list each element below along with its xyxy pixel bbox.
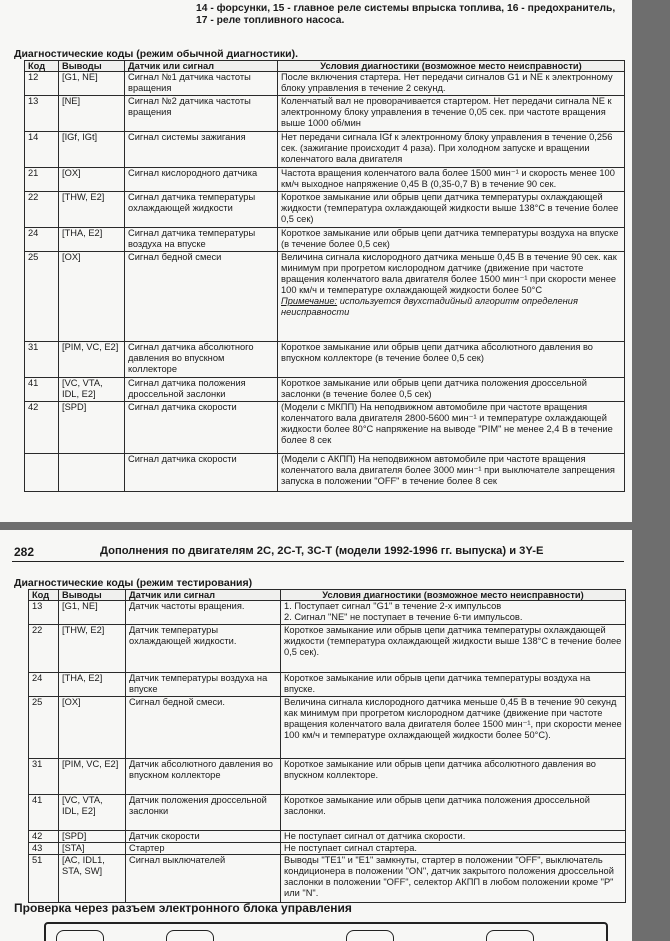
cell-pins: [NE] xyxy=(59,96,125,132)
cell-condition xyxy=(278,342,625,378)
cell-code: 31 xyxy=(29,759,59,795)
connector-pin-block xyxy=(166,930,214,941)
condition-text: Короткое замыкание или обрыв цепи датчика абсолютного давления во впускном коллекторе (в течение более 0,5 сек) xyxy=(281,342,593,363)
cell-condition xyxy=(278,72,625,96)
continued-legend-text: 14 - форсунки, 15 - главное реле системы впрыска топлива, 16 - предохранитель, 17 - реле топливного насоса. xyxy=(196,3,616,26)
cell-pins: [THA, E2] xyxy=(59,673,126,697)
cell-pins: [G1, NE] xyxy=(59,72,125,96)
condition-text: Нет передачи сигнала IGf к электронному блоку управления в течение 0,256 сек. (зажигание происходит 4 раза). При холодном запуске и вращении коленчатого вала двигателя xyxy=(281,132,613,164)
condition-text: Не поступает сигнал стартера. xyxy=(284,843,417,853)
table-row xyxy=(25,192,625,228)
table-row xyxy=(29,625,626,673)
cell-code: 31 xyxy=(25,342,59,378)
table-row xyxy=(29,855,626,903)
condition-text: Короткое замыкание или обрыв цепи датчика температуры охлаждающей жидкости (температура охлаждающей жидкости выше 138°С в течение более 0,5 сек) xyxy=(281,192,619,224)
header-rule xyxy=(12,561,624,562)
cell-signal: Сигнал датчика скорости xyxy=(125,454,278,492)
page-number: 282 xyxy=(14,545,35,559)
column-header-signal: Датчик или сигнал xyxy=(126,590,281,601)
column-header-pins: Выводы xyxy=(59,61,125,72)
cell-condition xyxy=(281,673,626,697)
cell-code: 43 xyxy=(29,843,59,855)
cell-code: 42 xyxy=(25,402,59,454)
cell-condition xyxy=(281,759,626,795)
cell-signal: Сигнал выключателей xyxy=(126,855,281,903)
table-row xyxy=(25,454,625,492)
cell-code: 24 xyxy=(29,673,59,697)
condition-text: 1. Поступает сигнал "G1" в течение 2-х импульсов 2. Сигнал "NE" не поступает в течение 6-ти импульсов. xyxy=(284,601,523,622)
condition-text: Не поступает сигнал от датчика скорости. xyxy=(284,831,466,841)
cell-pins: [SPD] xyxy=(59,831,126,843)
cell-code: 41 xyxy=(29,795,59,831)
table-row xyxy=(25,252,625,342)
column-header-code: Код xyxy=(25,61,59,72)
note-text: используется двухстадийный алгоритм определения неисправности xyxy=(281,296,578,317)
cell-pins: [IGf, IGt] xyxy=(59,132,125,168)
cell-code: 41 xyxy=(25,378,59,402)
cell-code xyxy=(25,454,59,492)
cell-condition xyxy=(278,132,625,168)
cell-pins: [THW, E2] xyxy=(59,192,125,228)
lower-page xyxy=(0,530,632,941)
cell-code: 25 xyxy=(29,697,59,759)
cell-code: 14 xyxy=(25,132,59,168)
table-row xyxy=(29,697,626,759)
condition-text: Короткое замыкание или обрыв цепи датчика положения дроссельной заслонки (в течение более 0,5 сек) xyxy=(281,378,587,399)
cell-pins: [OX] xyxy=(59,697,126,759)
cell-pins: [OX] xyxy=(59,252,125,342)
table-row xyxy=(25,168,625,192)
cell-signal: Сигнал датчика абсолютного давления во впускном коллекторе xyxy=(125,342,278,378)
condition-note xyxy=(281,296,621,318)
condition-text: Частота вращения коленчатого вала более 1500 мин⁻¹ и скорость менее 100 км/ч выходное напряжение 0,45 В (0,35-0,7 В) в течение 90 сек. xyxy=(281,168,615,189)
cell-pins: [G1, NE] xyxy=(59,601,126,625)
connector-pin-block xyxy=(486,930,534,941)
cell-code: 42 xyxy=(29,831,59,843)
cell-signal: Сигнал датчика скорости xyxy=(125,402,278,454)
cell-condition xyxy=(281,843,626,855)
condition-text: Короткое замыкание или обрыв цепи датчика абсолютного давления во впускном коллекторе. xyxy=(284,759,596,780)
table-row xyxy=(29,601,626,625)
cell-pins xyxy=(59,454,125,492)
table-row xyxy=(25,402,625,454)
cell-condition xyxy=(278,252,625,342)
cell-condition xyxy=(281,697,626,759)
table-row xyxy=(29,831,626,843)
cell-signal: Сигнал датчика температуры воздуха на впуске xyxy=(125,228,278,252)
cell-signal: Сигнал бедной смеси. xyxy=(126,697,281,759)
condition-text: Короткое замыкание или обрыв цепи датчика температуры воздуха на впуске (в течение более 0,5 сек) xyxy=(281,228,619,249)
cell-condition xyxy=(281,831,626,843)
cell-signal: Сигнал системы зажигания xyxy=(125,132,278,168)
cell-signal: Сигнал кислородного датчика xyxy=(125,168,278,192)
normal-mode-caption: Диагностические коды (режим обычной диагностики). xyxy=(14,48,299,60)
table-row xyxy=(25,132,625,168)
table-row xyxy=(29,843,626,855)
cell-code: 13 xyxy=(25,96,59,132)
condition-text: Короткое замыкание или обрыв цепи датчика температуры охлаждающей жидкости (температура охлаждающей жидкости выше 138°С в течение более 0,5 сек). xyxy=(284,625,622,657)
cell-signal: Датчик положения дроссельной заслонки xyxy=(126,795,281,831)
cell-pins: [VC, VTA, IDL, E2] xyxy=(59,378,125,402)
cell-code: 22 xyxy=(25,192,59,228)
cell-code: 12 xyxy=(25,72,59,96)
cell-signal: Датчик частоты вращения. xyxy=(126,601,281,625)
cell-pins: [PIM, VC, E2] xyxy=(59,759,126,795)
table-row xyxy=(29,795,626,831)
cell-condition xyxy=(278,228,625,252)
normal-mode-codes-table xyxy=(24,60,625,492)
table-header-row xyxy=(25,61,625,72)
cell-signal: Сигнал датчика температуры охлаждающей жидкости xyxy=(125,192,278,228)
cell-condition xyxy=(281,795,626,831)
cell-pins: [AC, IDL1, STA, SW] xyxy=(59,855,126,903)
ecu-connector-drawing xyxy=(44,922,608,941)
condition-text: Короткое замыкание или обрыв цепи датчика температуры воздуха на впуске. xyxy=(284,673,591,694)
column-header-pins: Выводы xyxy=(59,590,126,601)
test-mode-caption: Диагностические коды (режим тестирования) xyxy=(14,577,253,589)
column-header-condition: Условия диагностики (возможное место неисправности) xyxy=(278,61,625,72)
cell-condition xyxy=(278,96,625,132)
cell-condition xyxy=(281,855,626,903)
connector-pin-block xyxy=(56,930,104,941)
cell-condition xyxy=(278,402,625,454)
table-row xyxy=(29,673,626,697)
cell-condition xyxy=(278,168,625,192)
cell-pins: [VC, VTA, IDL, E2] xyxy=(59,795,126,831)
cell-pins: [SPD] xyxy=(59,402,125,454)
cell-signal: Датчик скорости xyxy=(126,831,281,843)
running-head: Дополнения по двигателям 2С, 2С-Т, 3С-Т (модели 1992-1996 гг. выпуска) и 3Y-E xyxy=(100,545,544,557)
cell-signal: Сигнал датчика положения дроссельной заслонки xyxy=(125,378,278,402)
section-title: Проверка через разъем электронного блока управления xyxy=(14,901,352,915)
cell-pins: [PIM, VC, E2] xyxy=(59,342,125,378)
connector-pin-block xyxy=(346,930,394,941)
condition-text: После включения стартера. Нет передачи сигналов G1 и NE к электронному блоку управления в течение 2 секунд. xyxy=(281,72,613,93)
cell-code: 22 xyxy=(29,625,59,673)
cell-signal: Датчик температуры воздуха на впуске xyxy=(126,673,281,697)
condition-text: Величина сигнала кислородного датчика меньше 0,45 В в течение 90 секунд как минимум при прогретом кислородном датчике (движение при частоте вращения коленчатого вала двигателя более 1500 мин⁻¹, при скорости менее 100 км/ч и температуре охлаждающей жидкости более 50°С). xyxy=(284,697,622,740)
table-row xyxy=(25,378,625,402)
condition-text: Выводы "ТЕ1" и "Е1" замкнуты, стартер в положении "OFF", выключатель кондиционера в положении "ON", датчик закрытого положения дроссельной заслонки в положении "OFF", селектор АКПП в любом положении кроме "Р" или "N". xyxy=(284,855,614,898)
condition-text: (Модели с МКПП) На неподвижном автомобиле при частоте вращения коленчатого вала двигателя 2800-5600 мин⁻¹ и температуре охлаждающей жидкости более 80°С напряжение на выводе "PIM" не менее 2,4 В в течение более 8 сек xyxy=(281,402,613,445)
cell-condition xyxy=(281,601,626,625)
table-row xyxy=(25,96,625,132)
cell-signal: Сигнал бедной смеси xyxy=(125,252,278,342)
table-row xyxy=(25,72,625,96)
cell-condition xyxy=(278,192,625,228)
condition-text: (Модели с АКПП) На неподвижном автомобиле при частоте вращения коленчатого вала двигателя более 3000 мин⁻¹ при выключателе запрещения запуска в положении "OFF" в течение более 8 сек xyxy=(281,454,615,486)
column-header-code: Код xyxy=(29,590,59,601)
cell-condition xyxy=(278,454,625,492)
cell-pins: [THW, E2] xyxy=(59,625,126,673)
cell-pins: [THA, E2] xyxy=(59,228,125,252)
cell-condition xyxy=(281,625,626,673)
cell-condition xyxy=(278,378,625,402)
column-header-signal: Датчик или сигнал xyxy=(125,61,278,72)
cell-signal: Сигнал №1 датчика частоты вращения xyxy=(125,72,278,96)
condition-text: Короткое замыкание или обрыв цепи датчика положения дроссельной заслонки. xyxy=(284,795,590,816)
table-row xyxy=(25,228,625,252)
cell-pins: [STA] xyxy=(59,843,126,855)
test-mode-codes-table xyxy=(28,589,626,903)
cell-code: 51 xyxy=(29,855,59,903)
cell-code: 21 xyxy=(25,168,59,192)
table-header-row xyxy=(29,590,626,601)
note-label: Примечание: xyxy=(281,296,338,306)
cell-code: 13 xyxy=(29,601,59,625)
cell-code: 24 xyxy=(25,228,59,252)
condition-text: Величина сигнала кислородного датчика меньше 0,45 В в течение 90 сек. как минимум при прогретом кислородном датчике (движение при частоте вращения коленчатого вала двигателя более 1500 мин⁻¹ при скорости менее 100 км/ч и температуре охлаждающей жидкости более 50°С xyxy=(281,252,617,295)
table-row xyxy=(29,759,626,795)
cell-signal: Стартер xyxy=(126,843,281,855)
cell-signal: Датчик температуры охлаждающей жидкости. xyxy=(126,625,281,673)
column-header-condition: Условия диагностики (возможное место неисправности) xyxy=(281,590,626,601)
cell-pins: [OX] xyxy=(59,168,125,192)
table-row xyxy=(25,342,625,378)
cell-signal: Датчик абсолютного давления во впускном коллекторе xyxy=(126,759,281,795)
cell-signal: Сигнал №2 датчика частоты вращения xyxy=(125,96,278,132)
condition-text: Коленчатый вал не проворачивается стартером. Нет передачи сигнала NE к электронному блоку управления в течение 0,05 сек. при частоте вращения выше 1000 об/мин xyxy=(281,96,612,128)
cell-code: 25 xyxy=(25,252,59,342)
